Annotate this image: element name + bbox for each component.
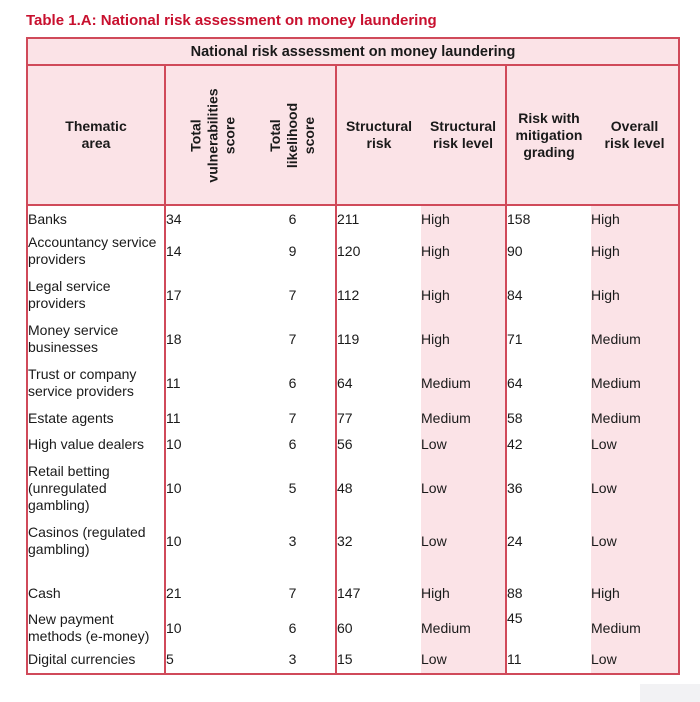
- table-caption: Table 1.A: National risk assessment on money laundering: [26, 12, 437, 29]
- header-mit-l2: mitigation: [515, 126, 583, 143]
- table-row: [27, 205, 679, 229]
- cell-overall-risk-level: Medium: [591, 405, 679, 431]
- cell-thematic-area: Digital currencies: [28, 651, 136, 667]
- table-row: [27, 273, 679, 317]
- header-vuln-l2: vulnerabilities: [204, 87, 221, 183]
- cell-likelihood-score: 7: [288, 584, 297, 601]
- table-row: [27, 650, 679, 674]
- cell-thematic-area: Retail betting (unregulated gambling): [28, 462, 110, 513]
- cell-mitigation-grading: 90: [506, 229, 591, 273]
- cell-vulnerabilities-score: 14: [165, 229, 250, 273]
- cell-mitigation-grading: 24: [506, 519, 591, 563]
- header-thematic-area-l2: area: [81, 135, 111, 151]
- table-row: [27, 229, 679, 273]
- risk-assessment-table: [26, 37, 680, 675]
- cell-overall-risk-level: Medium: [591, 606, 679, 650]
- header-struct-l1: Structural: [345, 118, 413, 134]
- header-like-l1: Total: [267, 118, 283, 152]
- cell-mitigation-grading: 36: [506, 457, 591, 519]
- cell-mitigation-grading: 64: [506, 361, 591, 405]
- table-row: [27, 431, 679, 457]
- header-total-vulnerabilities-score: [165, 65, 250, 205]
- cell-likelihood-score: 3: [288, 532, 297, 549]
- header-total-likelihood-score: [250, 65, 336, 205]
- cell-structural-risk: 15: [336, 650, 421, 674]
- cell-structural-risk: 32: [336, 519, 421, 563]
- cell-structural-risk-level: Low: [421, 457, 506, 519]
- cell-mitigation-grading: 88: [506, 580, 591, 606]
- cell-thematic-area: New payment methods (e-money): [28, 611, 150, 644]
- cell-likelihood-score: 6: [288, 619, 297, 636]
- cell-mitigation-grading: 84: [506, 273, 591, 317]
- cell-mitigation-grading: 158: [506, 205, 591, 229]
- header-like-l2: likelihood: [284, 102, 300, 168]
- table-row: [27, 317, 679, 361]
- cell-thematic-area: Legal service providers: [28, 278, 111, 311]
- cell-structural-risk: 147: [336, 580, 421, 606]
- cell-structural-risk: 120: [336, 229, 421, 273]
- cell-thematic-area: High value dealers: [28, 435, 144, 452]
- cell-vulnerabilities-score: 10: [165, 457, 250, 519]
- table-row: [27, 361, 679, 405]
- cell-overall-risk-level: High: [591, 229, 679, 273]
- cell-structural-risk-level: Low: [421, 431, 506, 457]
- cell-mitigation-grading: 11: [506, 650, 591, 674]
- header-thematic-area: [27, 65, 165, 205]
- cell-structural-risk-level: High: [421, 205, 506, 229]
- header-mit-l1: Risk with: [518, 109, 580, 126]
- header-risk-with-mitigation-grading: [506, 65, 591, 205]
- table-row: [27, 519, 679, 563]
- cell-mitigation-grading: 42: [506, 431, 591, 457]
- cell-likelihood-score: 7: [288, 286, 297, 303]
- cell-thematic-area: Casinos (regulated gambling): [28, 524, 146, 557]
- cell-structural-risk: 77: [336, 405, 421, 431]
- cell-structural-risk-level: Medium: [421, 405, 506, 431]
- cell-mitigation-grading: 45: [506, 606, 591, 650]
- cell-structural-risk-level: Medium: [421, 361, 506, 405]
- cell-likelihood-score: 6: [288, 435, 297, 452]
- header-vuln-l3: score: [221, 116, 238, 154]
- header-like-l3: score: [301, 116, 317, 154]
- cell-structural-risk: 211: [336, 205, 421, 229]
- cell-vulnerabilities-score: 11: [165, 405, 250, 431]
- header-struct-l2: risk: [366, 135, 392, 151]
- header-slevel-l1: Structural: [429, 118, 497, 134]
- table-row: [27, 580, 679, 606]
- table-row: [27, 405, 679, 431]
- cell-thematic-area: Estate agents: [28, 409, 114, 426]
- cell-likelihood-score: 3: [288, 651, 297, 667]
- cell-structural-risk-level: High: [421, 229, 506, 273]
- column-header-row: [27, 65, 679, 205]
- corner-fade: [640, 684, 700, 702]
- table-row: [27, 606, 679, 650]
- cell-likelihood-score: 7: [288, 330, 297, 347]
- cell-likelihood-score: 6: [288, 374, 297, 391]
- cell-vulnerabilities-score: 10: [165, 606, 250, 650]
- header-mit-l3: grading: [523, 143, 575, 160]
- table-row: [27, 457, 679, 519]
- cell-overall-risk-level: High: [591, 273, 679, 317]
- cell-overall-risk-level: Low: [591, 650, 679, 674]
- cell-overall-risk-level: Low: [591, 519, 679, 563]
- header-overall-l1: Overall: [610, 118, 659, 134]
- cell-structural-risk-level: Medium: [421, 606, 506, 650]
- cell-overall-risk-level: High: [591, 580, 679, 606]
- header-overall-risk-level: [591, 65, 679, 205]
- cell-likelihood-score: 9: [288, 242, 297, 259]
- cell-vulnerabilities-score: 10: [165, 519, 250, 563]
- cell-overall-risk-level: High: [591, 205, 679, 229]
- cell-likelihood-score: 5: [288, 479, 297, 496]
- cell-mitigation-grading: 71: [506, 317, 591, 361]
- header-slevel-l2: risk level: [433, 135, 493, 151]
- cell-mitigation-grading: 58: [506, 405, 591, 431]
- cell-structural-risk-level: Low: [421, 650, 506, 674]
- cell-thematic-area: Banks: [28, 211, 67, 227]
- cell-overall-risk-level: Medium: [591, 361, 679, 405]
- cell-structural-risk-level: Low: [421, 519, 506, 563]
- cell-structural-risk: 64: [336, 361, 421, 405]
- header-thematic-area-l1: Thematic: [65, 118, 127, 134]
- cell-thematic-area: Trust or company service providers: [28, 366, 137, 399]
- spacer-row: [27, 563, 679, 580]
- cell-vulnerabilities-score: 18: [165, 317, 250, 361]
- cell-likelihood-score: 7: [288, 409, 297, 426]
- cell-structural-risk-level: High: [421, 273, 506, 317]
- header-structural-risk-level: [421, 65, 506, 205]
- cell-structural-risk: 119: [336, 317, 421, 361]
- cell-structural-risk: 48: [336, 457, 421, 519]
- cell-thematic-area: Cash: [28, 584, 61, 601]
- cell-vulnerabilities-score: 34: [165, 205, 250, 229]
- cell-vulnerabilities-score: 10: [165, 431, 250, 457]
- header-structural-risk: [336, 65, 421, 205]
- cell-thematic-area: Accountancy service providers: [28, 234, 157, 267]
- cell-structural-risk: 60: [336, 606, 421, 650]
- cell-overall-risk-level: Medium: [591, 317, 679, 361]
- cell-overall-risk-level: Low: [591, 431, 679, 457]
- cell-vulnerabilities-score: 21: [165, 580, 250, 606]
- cell-structural-risk: 112: [336, 273, 421, 317]
- cell-structural-risk: 56: [336, 431, 421, 457]
- cell-vulnerabilities-score: 17: [165, 273, 250, 317]
- cell-structural-risk-level: High: [421, 580, 506, 606]
- header-vuln-l1: Total: [187, 118, 204, 152]
- cell-vulnerabilities-score: 5: [165, 650, 250, 674]
- cell-vulnerabilities-score: 11: [165, 361, 250, 405]
- cell-thematic-area: Money service businesses: [28, 322, 119, 355]
- table-banner: National risk assessment on money laundering: [27, 38, 679, 65]
- cell-overall-risk-level: Low: [591, 457, 679, 519]
- header-overall-l2: risk level: [604, 135, 665, 151]
- cell-likelihood-score: 6: [288, 211, 297, 227]
- cell-structural-risk-level: High: [421, 317, 506, 361]
